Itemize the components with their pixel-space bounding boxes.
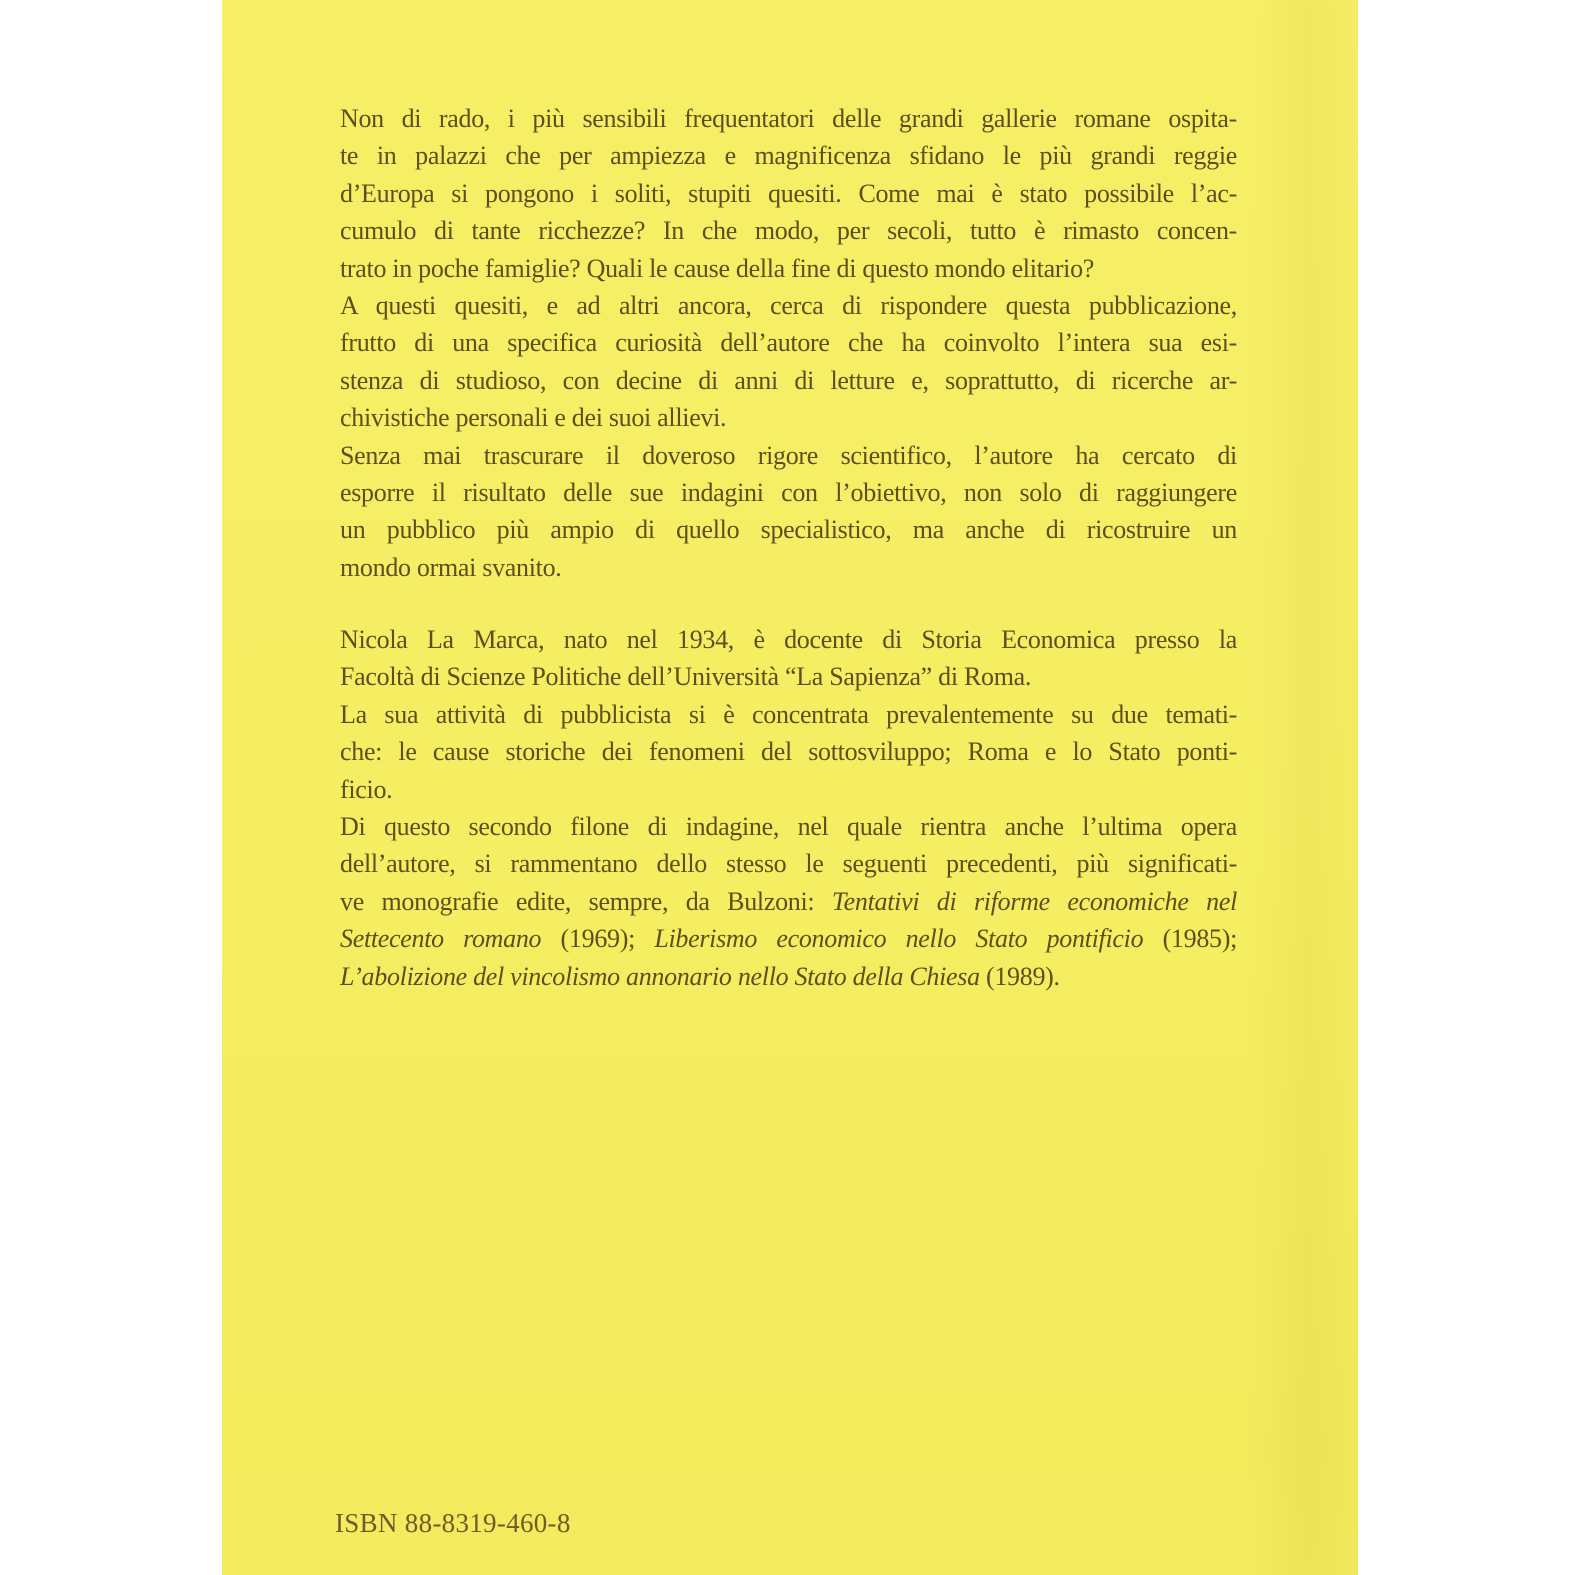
text-line [340, 474, 1237, 511]
text-segment: esporre il risultato delle sue indagini con l’obiettivo, non solo di raggiungere [340, 477, 1237, 507]
text-segment: mondo ormai svanito. [340, 552, 562, 582]
text-line [340, 549, 1237, 586]
paragraph [340, 100, 1237, 287]
text-line [340, 324, 1237, 361]
text-segment: Senza mai trascurare il doveroso rigore scientifico, l’autore ha cercato di [340, 440, 1237, 470]
text-line [340, 658, 1237, 695]
text-segment: te in palazzi che per ampiezza e magnificenza sfidano le più grandi reggie [340, 141, 1237, 171]
text-segment: che: le cause storiche dei fenomeni del sottosviluppo; Roma e lo Stato ponti- [340, 737, 1237, 767]
text-segment: cumulo di tante ricchezze? In che modo, per secoli, tutto è rimasto concen- [340, 216, 1237, 246]
text-line [340, 920, 1237, 957]
text-line [340, 511, 1237, 548]
paragraph [340, 808, 1237, 995]
text-segment: La sua attività di pubblicista si è concentrata prevalentemente su due temati- [340, 699, 1237, 729]
text-segment: (1985); [1143, 924, 1237, 954]
text-segment: trato in poche famiglie? Quali le cause della fine di questo mondo elitario? [340, 253, 1095, 283]
text-line [340, 137, 1237, 174]
text-line [340, 287, 1237, 324]
text-segment: (1989). [979, 961, 1060, 991]
text-line [340, 883, 1237, 920]
text-segment: d’Europa si pongono i soliti, stupiti quesiti. Come mai è stato possibile l’ac- [340, 178, 1237, 208]
text-line [340, 845, 1237, 882]
text-line [340, 362, 1237, 399]
text-line [340, 696, 1237, 733]
text-segment: dell’autore, si rammentano dello stesso le seguenti precedenti, più significati- [340, 849, 1237, 879]
isbn-label: ISBN 88-8319-460-8 [335, 1508, 571, 1538]
text-line [340, 437, 1237, 474]
text-line [340, 958, 1237, 995]
text-line [340, 808, 1237, 845]
text-segment: Facoltà di Scienze Politiche dell’Università “La Sapienza” di Roma. [340, 662, 1032, 692]
text-line [340, 771, 1237, 808]
book-title-italic: Settecento romano [340, 924, 542, 954]
text-segment: (1969); [541, 924, 655, 954]
text-segment: A questi quesiti, e ad altri ancora, cerca di rispondere questa pubblicazione, [340, 290, 1237, 320]
text-segment: Nicola La Marca, nato nel 1934, è docente di Storia Economica presso la [340, 625, 1237, 654]
text-segment: Non di rado, i più sensibili frequentatori delle grandi gallerie romane ospita- [340, 104, 1237, 133]
text-line [340, 621, 1237, 658]
book-title-italic: Tentativi di riforme economiche nel [831, 886, 1237, 916]
author-bio-block [340, 621, 1237, 995]
book-back-cover [222, 0, 1358, 1575]
text-segment: stenza di studioso, con decine di anni di letture e, soprattutto, di ricerche ar- [340, 365, 1237, 395]
blurb-text-block [340, 100, 1237, 586]
paragraph [340, 621, 1237, 696]
text-segment: frutto di una specifica curiosità dell’autore che ha coinvolto l’intera sua esi- [340, 328, 1237, 358]
text-segment: Di questo secondo filone di indagine, nel quale rientra anche l’ultima opera [340, 811, 1237, 841]
book-title-italic: Liberismo economico nello Stato pontificio [654, 924, 1144, 954]
text-line [340, 733, 1237, 770]
text-segment: ficio. [340, 774, 393, 804]
paragraph [340, 287, 1237, 437]
text-segment: ve monografie edite, sempre, da Bulzoni: [340, 886, 832, 916]
text-line [340, 212, 1237, 249]
paragraph [340, 437, 1237, 587]
paragraph [340, 696, 1237, 808]
book-title-italic: L’abolizione del vincolismo annonario nello Stato della Chiesa [340, 961, 980, 991]
text-segment: un pubblico più ampio di quello specialistico, ma anche di ricostruire un [340, 515, 1237, 545]
text-line [340, 100, 1237, 137]
text-line [340, 175, 1237, 212]
text-line [340, 250, 1237, 287]
text-segment: chivistiche personali e dei suoi allievi. [340, 403, 727, 433]
text-line [340, 399, 1237, 436]
